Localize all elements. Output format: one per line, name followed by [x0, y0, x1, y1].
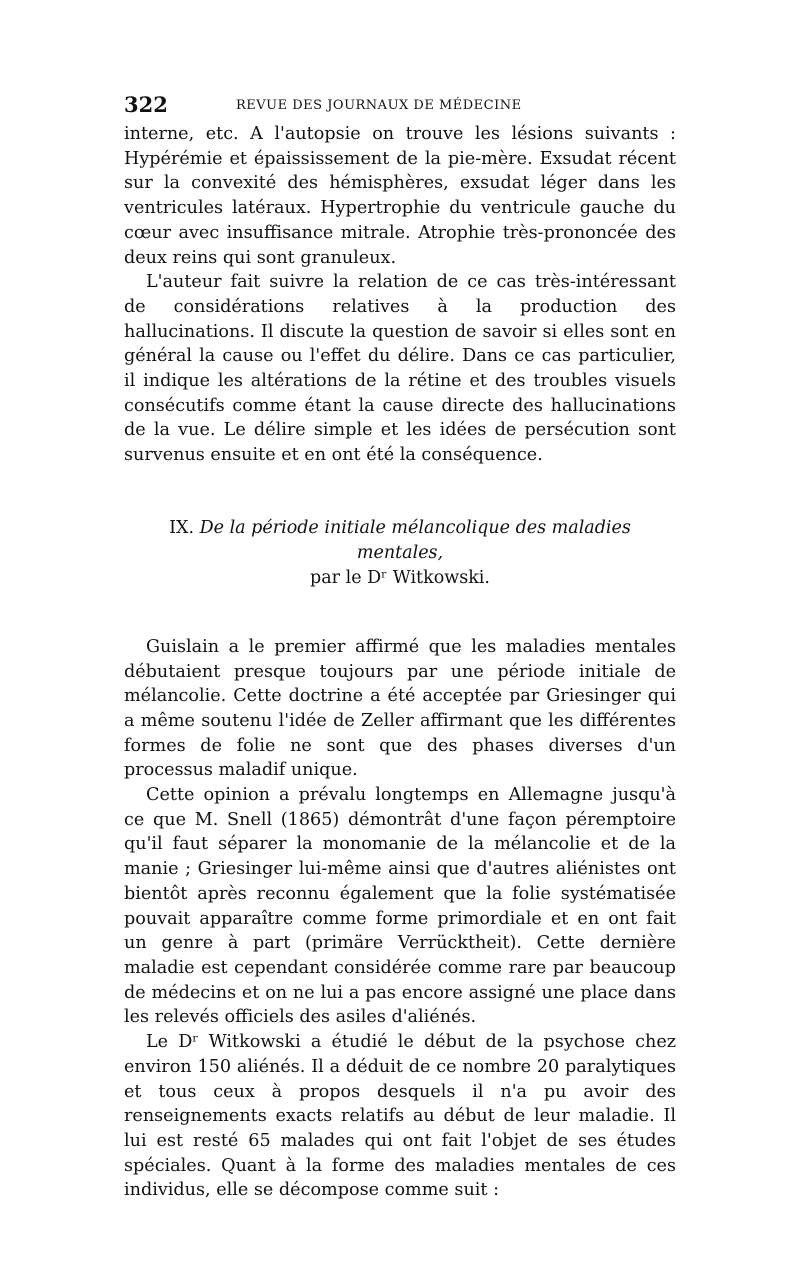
paragraph-autopsy: interne, etc. A l'autopsie on trouve les lésions suivants : Hypérémie et épaississement de la pie-mère. Exsudat récent sur la convexité des hémisphères, exsudat léger dans les ventricules latéraux. Hypertrophie du ventricule gauche du cœur avec insuffisance mitrale. Atrophie très-prononcée des deux reins qui sont granuleux.: [124, 124, 676, 268]
page-number: 322: [124, 92, 168, 117]
section-number: IX.: [169, 517, 195, 538]
running-title: REVUE DES JOURNAUX DE MÉDECINE: [236, 98, 522, 113]
paragraph-guislain: Guislain a le premier affirmé que les maladies mentales débutaient presque toujours par une période initiale de mélancolie. Cette doctrine a été acceptée par Griesinger qui a même soutenu l'idée de Zeller affirmant que les différentes formes de folie ne sont que des phases diverses d'un processus maladif unique.: [124, 636, 676, 781]
paragraph-snell: Cette opinion a prévalu longtemps en Allemagne jusqu'à ce que M. Snell (1865) démontrât d'une façon péremptoire qu'il faut séparer la monomanie de la mélancolie et de la manie ; Griesinger lui-même ainsi que d'autres aliénistes ont bientôt après reconnu également que la folie systématisée pouvait apparaître comme forme primordiale et en ont fait un genre à part (primäre Verrücktheit). Cette dernière maladie est cependant considérée comme rare par beaucoup de médecins et on ne lui a pas encore assigné une place dans les relevés officiels des asiles d'aliénés.: [124, 785, 676, 1028]
book-page: [124, 92, 676, 1203]
page-header: [124, 92, 676, 122]
paragraph-hallucinations: L'auteur fait suivre la relation de ce cas très-intéressant de considérations relatives à la production des hallucinations. Il discute la question de savoir si elles sont en général la cause ou l'effet du délire. Dans ce cas particulier, il indique les altérations de la rétine et des troubles visuels consécutifs comme étant la cause directe des hallucinations de la vue. Le délire simple et les idées de persécution sont survenus ensuite et en ont été la conséquence.: [124, 272, 676, 466]
section-byline: par le Dʳ Witkowski.: [310, 567, 490, 588]
section-heading: [124, 516, 676, 566]
section-title: De la période initiale mélancolique des maladies mentales,: [199, 517, 631, 563]
paragraph-witkowski: Le Dʳ Witkowski a étudié le début de la psychose chez environ 150 aliénés. Il a déduit de ce nombre 20 paralytiques et tous ceux à propos desquels il n'a pu avoir des renseignements exacts relatifs au début de leur maladie. Il lui est resté 65 malades qui ont fait l'objet de ses études spéciales. Quant à la forme des maladies mentales de ces individus, elle se décompose comme suit :: [124, 1032, 676, 1201]
